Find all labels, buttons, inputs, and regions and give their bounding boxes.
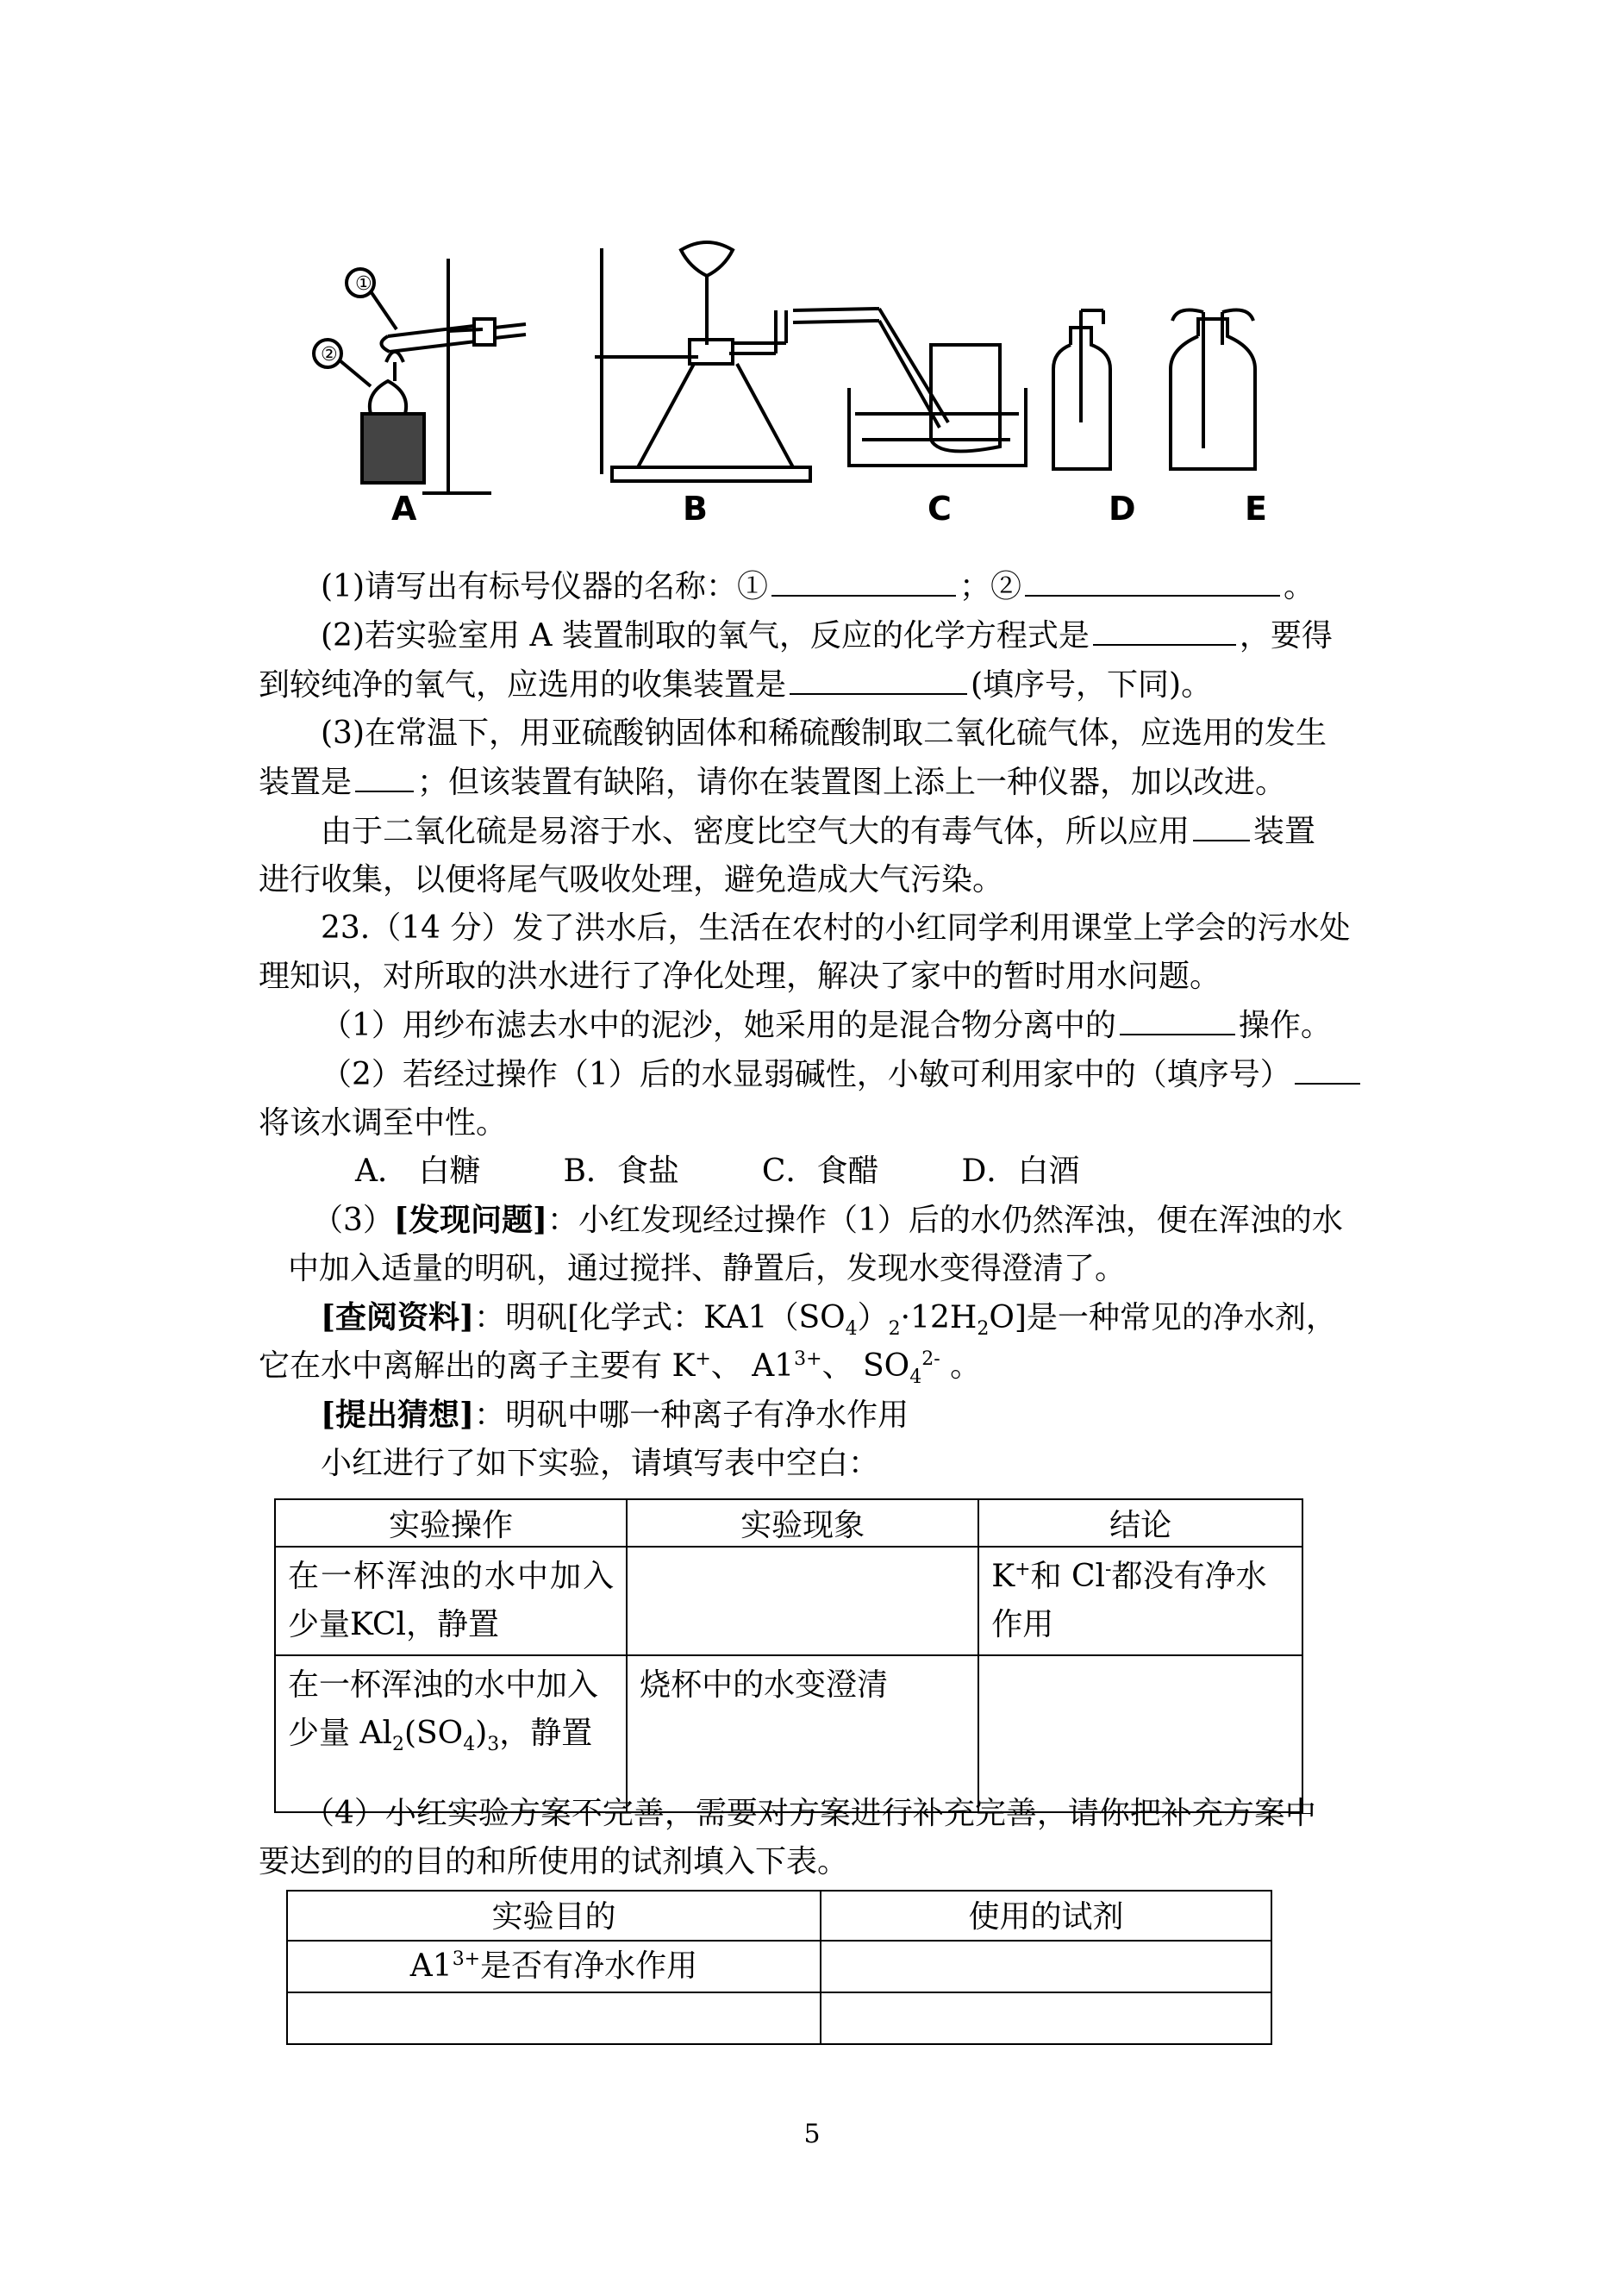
q22-part4 bbox=[259, 807, 1396, 856]
cell-text-4: ，静置 bbox=[499, 1716, 593, 1751]
answer-blank-operation[interactable] bbox=[1120, 1001, 1235, 1035]
q23-s3-text: （3） bbox=[312, 1203, 394, 1238]
answer-blank-generator[interactable] bbox=[355, 758, 414, 792]
tag-reference: [查阅资料] bbox=[321, 1299, 475, 1335]
cell-phenomenon-1[interactable] bbox=[627, 1547, 978, 1655]
q23-s3-text-2: ：小红发现经过操作（1）后的水仍然浑浊，便在浑浊的水 bbox=[547, 1203, 1343, 1238]
choice-a[interactable]: A． 白糖 bbox=[355, 1154, 481, 1189]
cell-operation-1: 在一杯浑浊的水中加入少量KCl，静置 bbox=[275, 1547, 627, 1655]
tag-discover-problem: [发现问题] bbox=[393, 1202, 547, 1238]
ion-sup-so4: 2- bbox=[921, 1348, 940, 1370]
apparatus-figure bbox=[310, 233, 1336, 543]
q23-s4-text-2: 要达到的的目的和所使用的试剂填入下表。 bbox=[259, 1844, 849, 1879]
table-row bbox=[287, 1941, 1271, 1992]
q23-table-intro bbox=[259, 1440, 1396, 1488]
apparatus-b bbox=[369, 233, 810, 481]
page-number: 5 bbox=[803, 2119, 821, 2149]
apparatus-c bbox=[793, 309, 1026, 466]
q22-part2 bbox=[259, 611, 1396, 660]
cell-text-2: (SO bbox=[403, 1716, 464, 1751]
cell-text: A1 bbox=[409, 1948, 453, 1984]
table-intro-text: 小红进行了如下实验，请填写表中空白： bbox=[321, 1446, 880, 1481]
q23-s1-text: （1）用纱布滤去水中的泥沙，她采用的是混合物分离中的 bbox=[321, 1008, 1116, 1043]
sup-plus: + bbox=[1015, 1559, 1031, 1580]
ref-text-3: ·12H bbox=[900, 1300, 978, 1335]
q22-p4-text-3: 进行收集，以便将尾气吸收处理，避免造成大气污染。 bbox=[259, 862, 1004, 897]
col-header-conclusion: 结论 bbox=[978, 1499, 1302, 1547]
q23-s3-text-3: 中加入适量的明矾，通过搅拌、静置后，发现水变得澄清了。 bbox=[288, 1251, 1127, 1286]
cell-text: K bbox=[991, 1559, 1015, 1594]
cell-conclusion-2[interactable] bbox=[978, 1655, 1302, 1812]
q23-intro-cont bbox=[259, 953, 1396, 1001]
sup-minus: - bbox=[1105, 1559, 1112, 1580]
q23-s4-text: （4）小红实验方案不完善，需要对方案进行补充完善，请你把补充方案中 bbox=[303, 1796, 1316, 1831]
q22-p1-text-3: 。 bbox=[1284, 569, 1315, 604]
ref-text: ：明矾[化学式：KA1（SO bbox=[474, 1300, 846, 1335]
ion-text: 它在水中离解出的离子主要有 K bbox=[259, 1348, 696, 1384]
q23-intro-text-2: 理知识，对所取的洪水进行了净化处理，解决了家中的暂时用水问题。 bbox=[259, 959, 1221, 994]
q23-s2-text: （2）若经过操作（1）后的水显弱碱性，小敏可利用家中的（填序号） bbox=[321, 1057, 1291, 1092]
q23-part4 bbox=[259, 1790, 1396, 1838]
cell-text-2: 是否有净水作用 bbox=[480, 1948, 698, 1984]
ref-sub-2b: 2 bbox=[977, 1318, 990, 1341]
q22-part4-cont bbox=[259, 856, 1396, 904]
figure-label-e: E bbox=[1245, 490, 1267, 528]
table-header-row bbox=[287, 1891, 1271, 1941]
q23-reference bbox=[259, 1293, 1396, 1342]
cell-purpose-2[interactable] bbox=[287, 1992, 821, 2044]
q23-part3 bbox=[259, 1196, 1396, 1245]
ion-sup-al: 3+ bbox=[794, 1348, 822, 1370]
q22-p3-text-3: ；但该装置有缺陷，请你在装置图上添上一种仪器，加以改进。 bbox=[417, 765, 1287, 800]
q22-p2-text: (2)若实验室用 A 装置制取的氧气，反应的化学方程式是 bbox=[321, 618, 1090, 653]
q22-p2-text-4: (填序号，下同)。 bbox=[971, 667, 1213, 703]
answer-blank-1[interactable] bbox=[771, 562, 956, 597]
apparatus-e bbox=[1171, 310, 1255, 469]
apparatus-d bbox=[1053, 310, 1110, 469]
hypothesis-text: ：明矾中哪一种离子有净水作用 bbox=[474, 1398, 909, 1433]
cell-purpose-1 bbox=[287, 1941, 821, 1992]
q22-p2-text-2: ，要得 bbox=[1239, 618, 1333, 653]
q22-p2-text-3: 到较纯净的氧气，应选用的收集装置是 bbox=[259, 667, 787, 703]
ref-text-4: O]是一种常见的净水剂， bbox=[989, 1300, 1337, 1335]
q22-part3 bbox=[259, 710, 1396, 758]
ion-text-3: 、 SO bbox=[821, 1348, 910, 1384]
cell-phenomenon-2: 烧杯中的水变澄清 bbox=[627, 1655, 978, 1812]
q23-s1-text-2: 操作。 bbox=[1238, 1008, 1332, 1043]
q23-part4-cont bbox=[259, 1838, 1396, 1886]
ref-text-2: ） bbox=[857, 1300, 889, 1335]
apparatus-a bbox=[314, 259, 526, 493]
answer-blank-2[interactable] bbox=[1025, 562, 1280, 597]
cell-reagent-1[interactable] bbox=[821, 1941, 1271, 1992]
experiment-table bbox=[274, 1498, 1303, 1813]
cell-operation-2 bbox=[275, 1655, 627, 1812]
q23-hypothesis bbox=[259, 1391, 1396, 1440]
sup-3plus: 3+ bbox=[452, 1948, 481, 1970]
ref-sub-4: 4 bbox=[845, 1318, 858, 1341]
q23-part2-cont bbox=[259, 1099, 1396, 1148]
answer-blank-collect[interactable] bbox=[790, 660, 967, 695]
answer-blank-collector[interactable] bbox=[1193, 807, 1250, 841]
q23-part3-cont bbox=[259, 1245, 1396, 1293]
q23-s2-text-2: 将该水调至中性。 bbox=[259, 1105, 508, 1141]
table-row bbox=[275, 1547, 1302, 1655]
q23-part2 bbox=[259, 1050, 1396, 1099]
ion-sub-4: 4 bbox=[909, 1366, 922, 1389]
cell-text: 在一杯浑浊的水中加入少量 Al bbox=[288, 1667, 599, 1751]
cell-conclusion-1 bbox=[978, 1547, 1302, 1655]
answer-blank-choice[interactable] bbox=[1295, 1050, 1360, 1085]
cell-text-2: 和 Cl bbox=[1030, 1559, 1106, 1594]
figure-label-a: A bbox=[391, 490, 417, 528]
figure-label-d: D bbox=[1109, 490, 1136, 528]
col-header-operation: 实验操作 bbox=[275, 1499, 627, 1547]
q23-part1 bbox=[259, 1001, 1396, 1050]
q22-part1 bbox=[259, 562, 1396, 611]
question-text bbox=[259, 562, 1396, 1488]
choice-c[interactable]: C．食醋 bbox=[761, 1154, 879, 1189]
ref-sub-2: 2 bbox=[888, 1318, 901, 1341]
choice-d[interactable]: D．白酒 bbox=[961, 1154, 1080, 1189]
table-row bbox=[287, 1992, 1271, 2044]
q23-intro-text: 23.（14 分）发了洪水后，生活在农村的小红同学利用课堂上学会的污水处 bbox=[321, 910, 1351, 946]
q22-p3-text-2: 装置是 bbox=[259, 765, 353, 800]
supplement-table bbox=[286, 1890, 1272, 2045]
ion-text-2: 、 A1 bbox=[710, 1348, 795, 1384]
answer-blank-equation[interactable] bbox=[1093, 611, 1236, 646]
sub-3: 3 bbox=[487, 1734, 500, 1756]
q23-ions bbox=[259, 1342, 1396, 1391]
figure-label-b: B bbox=[683, 490, 708, 528]
q22-p4-text-2: 装置 bbox=[1253, 814, 1316, 849]
col-header-reagent: 使用的试剂 bbox=[821, 1891, 1271, 1941]
q22-p1-text: (1)请写出有标号仪器的名称：① bbox=[321, 569, 768, 604]
q23-intro bbox=[259, 904, 1396, 953]
q22-part2-cont bbox=[259, 660, 1396, 710]
q22-part3-cont bbox=[259, 758, 1396, 807]
q22-p1-text-2: ；② bbox=[959, 569, 1022, 604]
callout-1: ① bbox=[355, 273, 372, 295]
table-header-row bbox=[275, 1499, 1302, 1547]
col-header-purpose: 实验目的 bbox=[287, 1891, 821, 1941]
question-text-part4 bbox=[259, 1790, 1396, 1886]
ion-text-4: 。 bbox=[940, 1348, 982, 1384]
choice-list bbox=[259, 1148, 1396, 1196]
col-header-phenomenon: 实验现象 bbox=[627, 1499, 978, 1547]
cell-text-3: ) bbox=[475, 1716, 488, 1751]
table-row bbox=[275, 1655, 1302, 1812]
sub-4: 4 bbox=[463, 1734, 476, 1756]
cell-reagent-2[interactable] bbox=[821, 1992, 1271, 2044]
q22-p4-text: 由于二氧化硫是易溶于水、密度比空气大的有毒气体，所以应用 bbox=[321, 814, 1190, 849]
ion-sup-k: + bbox=[695, 1348, 711, 1370]
q22-p3-text: (3)在常温下，用亚硫酸钠固体和稀硫酸制取二氧化硫气体，应选用的发生 bbox=[321, 716, 1327, 751]
tag-hypothesis: [提出猜想] bbox=[321, 1397, 475, 1433]
cell-text-3: 都没有净水作用 bbox=[991, 1559, 1267, 1642]
choice-b[interactable]: B．食盐 bbox=[563, 1154, 679, 1189]
callout-2: ② bbox=[321, 344, 338, 366]
sub-2: 2 bbox=[391, 1734, 404, 1756]
figure-label-c: C bbox=[928, 490, 952, 528]
